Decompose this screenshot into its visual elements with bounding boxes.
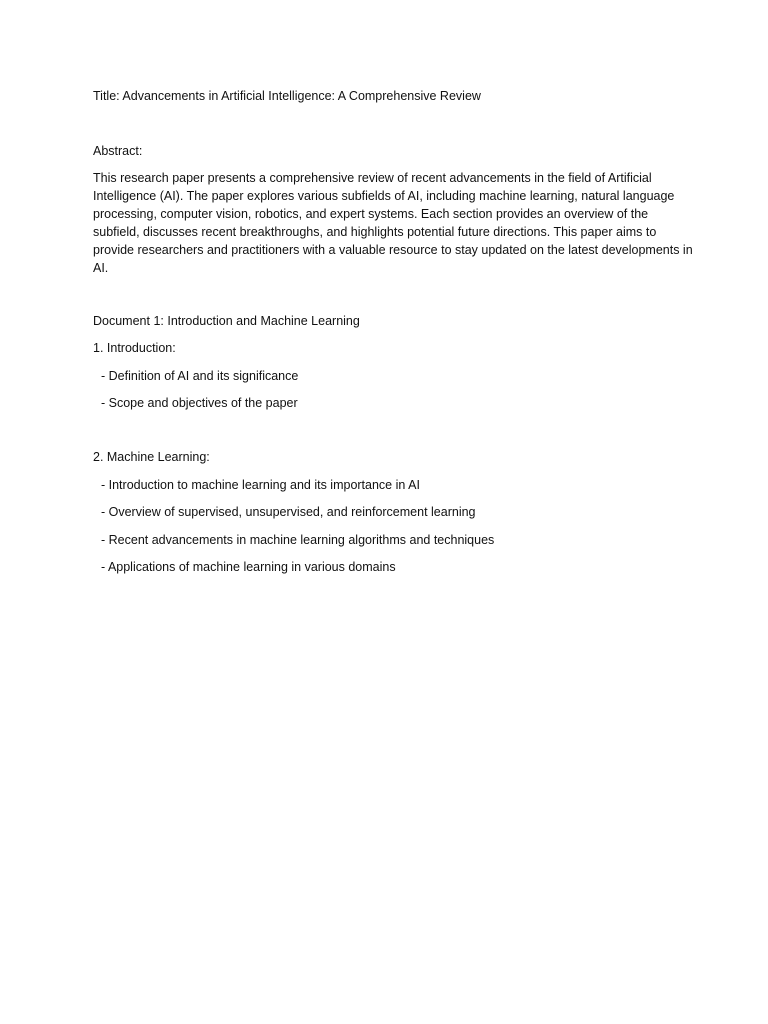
list-item: - Scope and objectives of the paper [101,396,298,410]
list-item: - Overview of supervised, unsupervised, and reinforcement learning [101,505,476,519]
list-item: - Definition of AI and its significance [101,369,299,383]
section-heading-machine-learning: 2. Machine Learning: [93,450,210,464]
abstract-heading: Abstract: [93,144,143,158]
document-section-heading: Document 1: Introduction and Machine Learning [93,314,360,328]
list-item: - Introduction to machine learning and its importance in AI [101,478,420,492]
list-item: - Applications of machine learning in various domains [101,560,396,574]
list-item: - Recent advancements in machine learning algorithms and techniques [101,533,495,547]
abstract-body: This research paper presents a comprehensive review of recent advancements in the field of Artificial Intelligence (AI). The paper explores various subfields of AI, including machine learning, natural language processing, computer vision, robotics, and expert systems. Each section provides an overview of the subfield, discusses recent breakthroughs, and highlights potential future directions. This paper aims to provide researchers and practitioners with a valuable resource to stay updated on the latest developments in AI. [93,171,693,275]
section-heading-introduction: 1. Introduction: [93,341,176,355]
document-title: Title: Advancements in Artificial Intelligence: A Comprehensive Review [93,89,481,103]
